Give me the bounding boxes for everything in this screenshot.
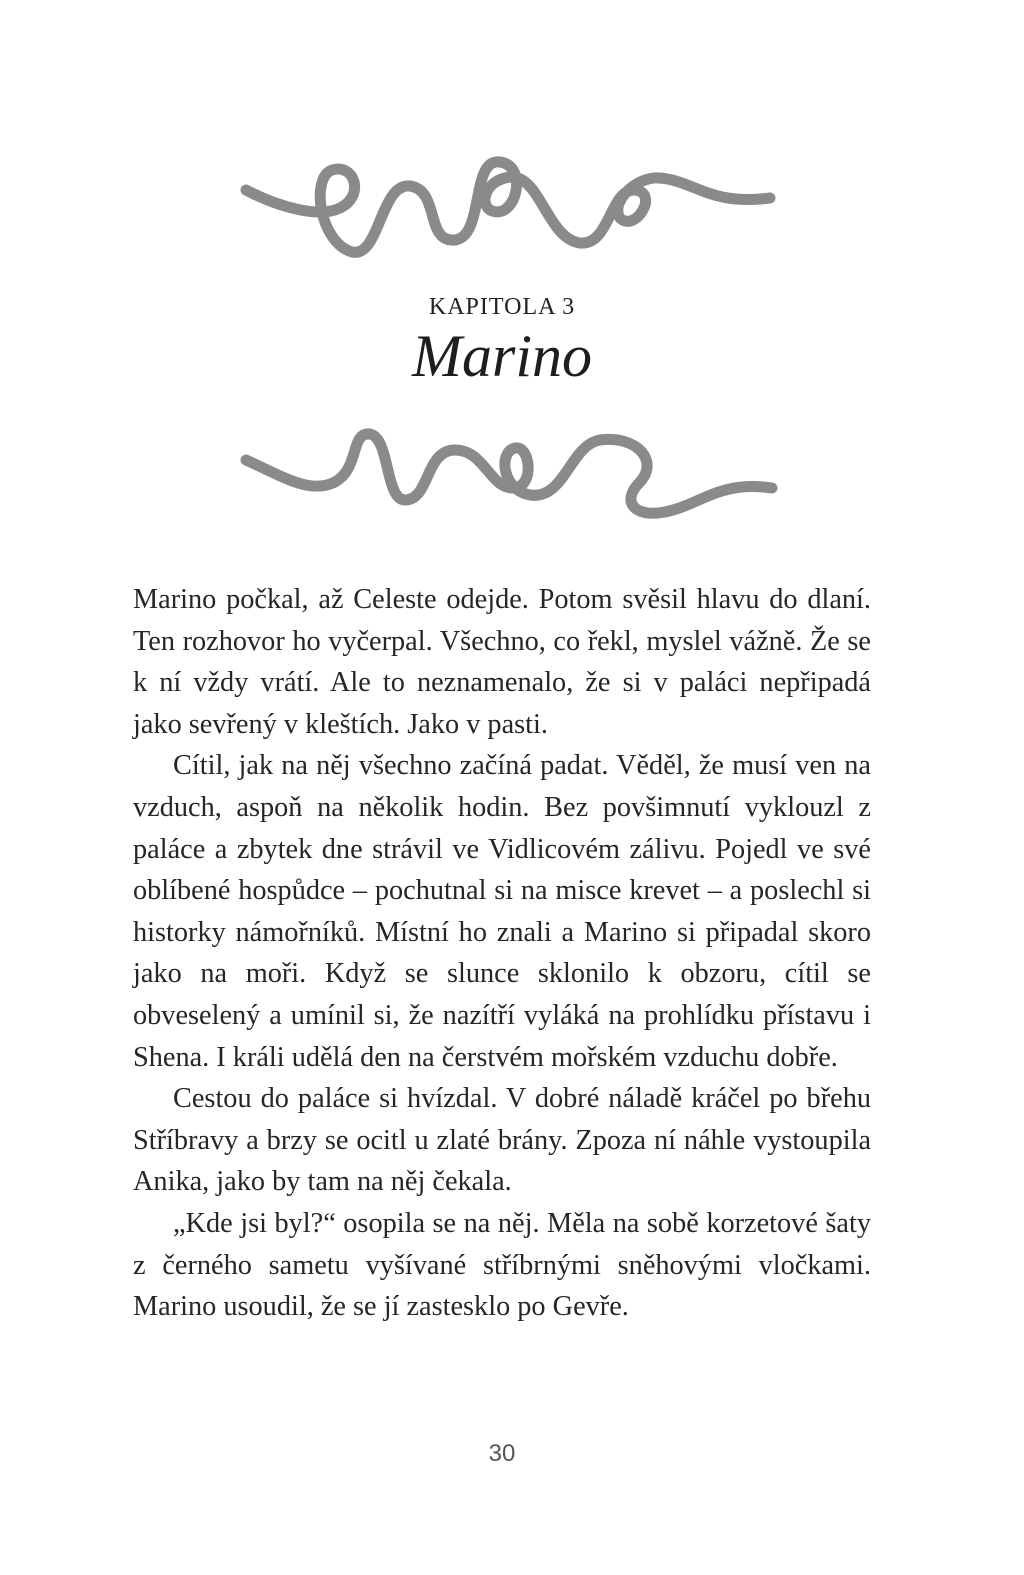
paragraph-3: Cestou do paláce si hvízdal. V dobré náladě kráčel po břehu Stříbravy a brzy se ocitl u zlaté brány. Zpoza ní náhle vystoupila Anika, jako by tam na něj čekala. (133, 1083, 871, 1198)
paragraph-1: Marino počkal, až Celeste odejde. Potom svěsil hlavu do dlaní. Ten rozhovor ho vyčerpal. Všechno, co řekl, myslel vážně. Že se k ní vždy vrátí. Ale to neznamenalo, že si v paláci nepřipadá jako sevřený v kleštích. Jako v pasti. (133, 584, 871, 740)
page-number: 30 (488, 1440, 516, 1467)
chapter-title: Marino (412, 323, 592, 389)
swirl-ornament-icon (240, 148, 780, 273)
chapter-label: KAPITOLA 3 (428, 294, 576, 320)
chapter-body (133, 579, 871, 1328)
swirl-ornament-icon (240, 420, 780, 525)
paragraph-4: „Kde jsi byl?“ osopila se na něj. Měla na sobě korzetové šaty z černého sametu vyšívané stříbrnými sněhovými vločkami. Marino usoudil, že se jí zastesklo po Gevře. (133, 1207, 871, 1323)
paragraph-2: Cítil, jak na něj všechno začíná padat. Věděl, že musí ven na vzduch, aspoň na několik hodin. Bez povšimnutí vyklouzl z paláce a zbytek dne strávil ve Vidlicovém zálivu. Pojedl ve své oblíbené hospůdce – pochutnal si na misce krevet – a poslechl si historky námořníků. Místní ho znali a Marino si připadal skoro jako na moři. Když se slunce sklonilo k obzoru, cítil se obveselený a umínil si, že nazítří vyláká na prohlídku přístavu i Shena. I králi udělá den na čerstvém mořském vzduchu dobře. (133, 750, 871, 1073)
